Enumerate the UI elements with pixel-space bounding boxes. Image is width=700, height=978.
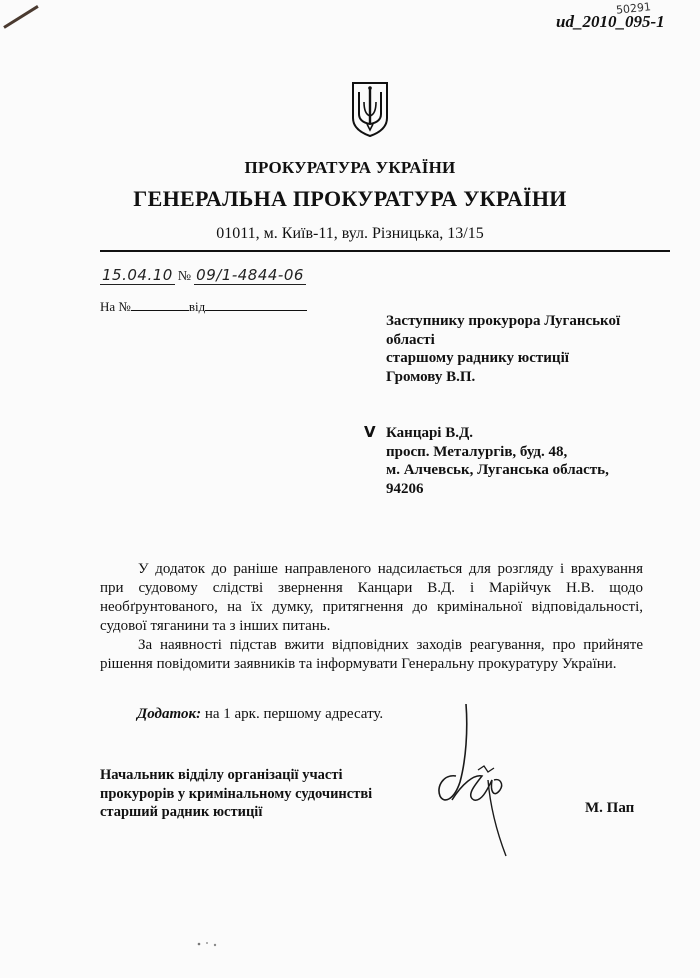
- body-paragraph: У додаток до раніше направленого надсилається для розгляду і врахування при судовому слідстві звернення Канцари В.Д. і Марійчук Н.В. щодо необґрунтованого, на їх думку, притягнення до кримінальної відповідальності, судової тяганини та з інших питань.: [100, 561, 643, 634]
- addendum-text: на 1 арк. першому адресату.: [204, 706, 384, 722]
- body-paragraph: За наявності підстав вжити відповідних заходів реагування, про прийняте рішення повідомити заявників та інформувати Генеральну прокуратуру України.: [100, 637, 643, 672]
- recipient-line: Громову В.П.: [386, 368, 476, 385]
- recipient-line: старшому раднику юстиції: [386, 350, 569, 366]
- registration-date: 15.04.10: [102, 266, 173, 284]
- recipient-line: Заступнику прокурора Луганської: [386, 313, 621, 329]
- number-sign: №: [177, 269, 192, 284]
- reference-line: [100, 298, 307, 315]
- handwritten-signature-icon: [430, 700, 520, 860]
- registration-line: [100, 266, 306, 285]
- addendum-line: [137, 706, 383, 723]
- header-divider: [100, 250, 670, 252]
- pen-mark: [3, 5, 39, 29]
- ref-number-blank: [131, 298, 189, 311]
- ref-date-blank: [205, 298, 307, 311]
- secondary-recipient: [386, 424, 676, 498]
- ref-from: від: [188, 299, 206, 314]
- recipient-line: 94206: [386, 480, 424, 497]
- scan-speck: [195, 938, 225, 950]
- document-id: ud_2010_095-1: [556, 12, 665, 31]
- letter-body: [100, 560, 643, 674]
- org-title-line2: ГЕНЕРАЛЬНА ПРОКУРАТУРА УКРАЇНИ: [133, 186, 567, 211]
- incoming-stamp-number: 50291: [615, 0, 652, 17]
- ref-prefix: На №: [100, 299, 131, 314]
- registration-number: 09/1-4844-06: [196, 266, 304, 284]
- signer-title: [100, 766, 440, 822]
- recipient-line: м. Алчевськ, Луганська область,: [386, 462, 609, 478]
- check-mark: V: [364, 423, 376, 441]
- recipient-line: просп. Металургів, буд. 48,: [386, 443, 568, 460]
- signer-line: прокурорів у кримінальному судочинстві: [100, 785, 373, 802]
- primary-recipient: [386, 312, 676, 386]
- org-title-line1: ПРОКУРАТУРА УКРАЇНИ: [244, 158, 456, 177]
- signer-line: Начальник відділу організації участі: [100, 767, 343, 783]
- trident-emblem-icon: [350, 80, 390, 138]
- recipient-line: області: [386, 331, 435, 348]
- signer-name: М. Пап: [585, 800, 635, 816]
- signer-line: старший радник юстиції: [100, 804, 263, 820]
- org-address: 01011, м. Київ-11, вул. Різницька, 13/15: [216, 225, 484, 242]
- addendum-label: Додаток:: [137, 706, 202, 722]
- recipient-line: Канцарі В.Д.: [386, 425, 474, 441]
